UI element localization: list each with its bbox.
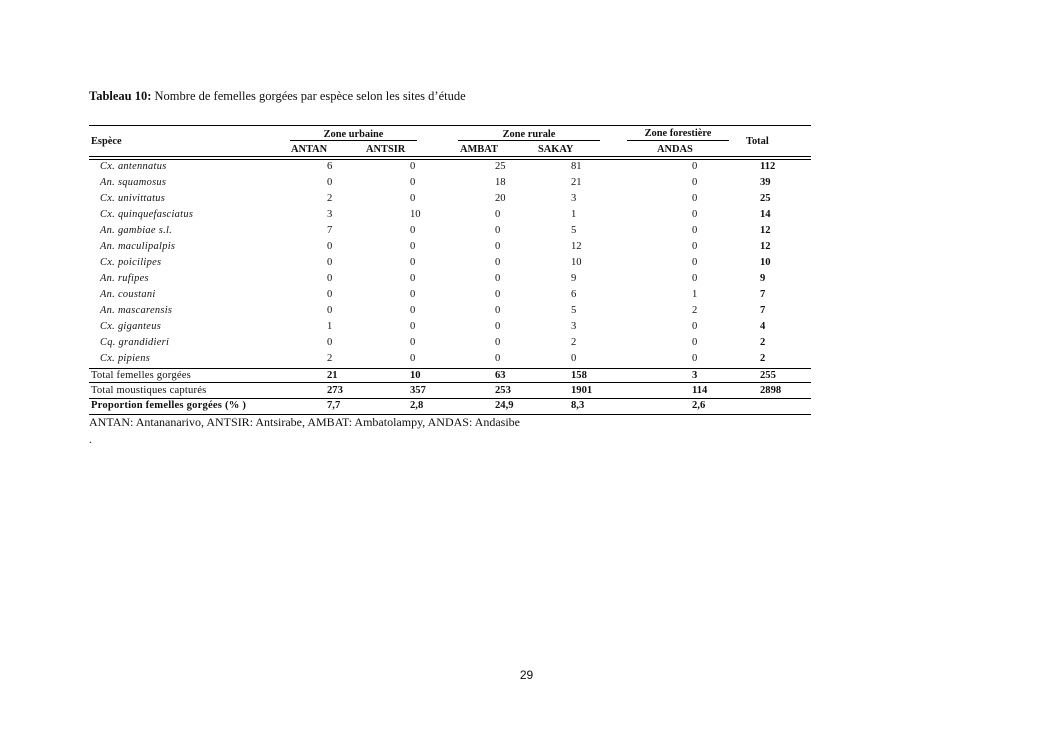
species-name: Cx. giganteus [100,321,162,332]
table-cell: 2 [571,337,577,348]
table-cell: 0 [692,273,698,284]
table-cell: 1 [327,321,333,332]
summary-cell: 2,6 [692,400,706,411]
table-cell: 0 [410,353,416,364]
table-cell: 0 [327,273,333,284]
data-table [89,125,811,415]
table-cell: 0 [692,161,698,172]
summary-cell: 2,8 [410,400,424,411]
summary-total: 2898 [760,385,782,396]
summary-cell: 253 [495,385,511,396]
table-cell: 0 [327,289,333,300]
table-cell: 0 [327,337,333,348]
summary-cell: 3 [692,370,698,381]
table-cell: 0 [410,321,416,332]
summary-label: Total femelles gorgées [91,370,191,381]
header-zone-forestiere: Zone forestière [644,128,712,139]
summary-cell: 7,7 [327,400,341,411]
table-cell: 0 [410,337,416,348]
table-cell: 0 [692,321,698,332]
species-name: Cx. univittatus [100,193,166,204]
table-cell: 0 [410,273,416,284]
species-name: Cx. pipiens [100,353,151,364]
row-total: 12 [760,241,771,252]
summary-cell: 8,3 [571,400,585,411]
table-cell: 0 [495,225,501,236]
table-cell: 0 [692,209,698,220]
table-cell: 0 [495,321,501,332]
table-cell: 0 [410,193,416,204]
table-cell: 0 [692,225,698,236]
species-name: An. mascarensis [100,305,173,316]
table-cell: 0 [410,161,416,172]
row-total: 7 [760,289,766,300]
table-cell: 0 [495,305,501,316]
header-site-antan: ANTAN [291,144,328,155]
header-site-andas: ANDAS [657,144,693,155]
table-cell: 0 [495,353,501,364]
table-cell: 0 [495,273,501,284]
summary-label: Total moustiques capturés [91,385,207,396]
species-name: An. gambiae s.l. [100,225,173,236]
summary-total: 255 [760,370,776,381]
table-cell: 0 [692,337,698,348]
species-name: An. squamosus [100,177,167,188]
row-total: 4 [760,321,766,332]
species-name: Cq. grandidieri [100,337,170,348]
header-bottom-rule [89,156,811,160]
summary-cell: 21 [327,370,338,381]
summary-cell: 357 [410,385,426,396]
table-cell: 0 [410,257,416,268]
stray-dot: . [89,432,92,446]
summary-cell: 273 [327,385,343,396]
table-cell: 2 [692,305,698,316]
table-cell: 20 [495,193,506,204]
row-total: 14 [760,209,771,220]
row-total: 112 [760,161,776,172]
table-cell: 0 [327,257,333,268]
table-cell: 18 [495,177,506,188]
summary-cell: 158 [571,370,587,381]
header-total: Total [746,136,769,147]
table-cell: 0 [410,177,416,188]
row-total: 12 [760,225,771,236]
table-cell: 5 [571,305,577,316]
table-cell: 10 [410,209,421,220]
table-cell: 25 [495,161,506,172]
rule-zone-forestiere [627,140,729,141]
table-cell: 0 [692,353,698,364]
row-total: 9 [760,273,766,284]
table-cell: 0 [410,241,416,252]
table-cell: 5 [571,225,577,236]
table-cell: 0 [410,289,416,300]
caption-text: Nombre de femelles gorgées par espèce selon les sites d’étude [151,89,466,103]
species-name: Cx. antennatus [100,161,167,172]
species-name: Cx. poicilipes [100,257,162,268]
table-cell: 0 [495,241,501,252]
header-zone-urbaine: Zone urbaine [323,129,384,140]
table-cell: 0 [692,241,698,252]
header-zone-rurale: Zone rurale [502,129,556,140]
table-cell: 3 [327,209,333,220]
species-name: An. maculipalpis [100,241,176,252]
summary-label: Proportion femelles gorgées (% ) [91,400,247,411]
table-cell: 0 [495,257,501,268]
table-cell: 0 [495,337,501,348]
summary-cell: 114 [692,385,708,396]
row-total: 39 [760,177,771,188]
header-site-antsir: ANTSIR [366,144,406,155]
row-total: 25 [760,193,771,204]
table-cell: 0 [692,257,698,268]
table-cell: 7 [327,225,333,236]
summary-cell: 63 [495,370,506,381]
table-cell: 2 [327,193,333,204]
table-top-rule [89,125,811,126]
table-cell: 0 [327,177,333,188]
abbreviation-note: ANTAN: Antananarivo, ANTSIR: Antsirabe, AMBAT: Ambatolampy, ANDAS: Andasibe [89,415,520,429]
table-cell: 10 [571,257,582,268]
table-cell: 0 [692,177,698,188]
table-cell: 6 [571,289,577,300]
page-number: 29 [519,668,534,682]
row-total: 2 [760,353,766,364]
table-cell: 1 [571,209,577,220]
row-total: 7 [760,305,766,316]
species-bottom-rule [89,368,811,369]
row-total: 10 [760,257,771,268]
species-name: Cx. quinquefasciatus [100,209,194,220]
species-name: An. rufipes [100,273,149,284]
table-cell: 3 [571,193,577,204]
table-cell: 0 [410,305,416,316]
table-cell: 12 [571,241,582,252]
table-cell: 0 [327,305,333,316]
summary-cell: 10 [410,370,421,381]
summary-rule-1 [89,382,811,383]
table-cell: 0 [495,209,501,220]
table-cell: 9 [571,273,577,284]
table-caption [89,89,466,104]
caption-label: Tableau 10: [89,89,152,103]
table-cell: 2 [327,353,333,364]
table-cell: 0 [692,193,698,204]
table-cell: 0 [327,241,333,252]
table-cell: 81 [571,161,582,172]
table-cell: 1 [692,289,698,300]
header-site-ambat: AMBAT [460,144,498,155]
table-cell: 6 [327,161,333,172]
table-cell: 0 [571,353,577,364]
summary-cell: 1901 [571,385,593,396]
table-cell: 0 [495,289,501,300]
species-name: An. coustani [100,289,156,300]
table-cell: 0 [410,225,416,236]
table-cell: 3 [571,321,577,332]
summary-cell: 24,9 [495,400,514,411]
row-total: 2 [760,337,766,348]
header-site-sakay: SAKAY [538,144,574,155]
table-cell: 21 [571,177,582,188]
header-espece: Espèce [91,136,122,147]
